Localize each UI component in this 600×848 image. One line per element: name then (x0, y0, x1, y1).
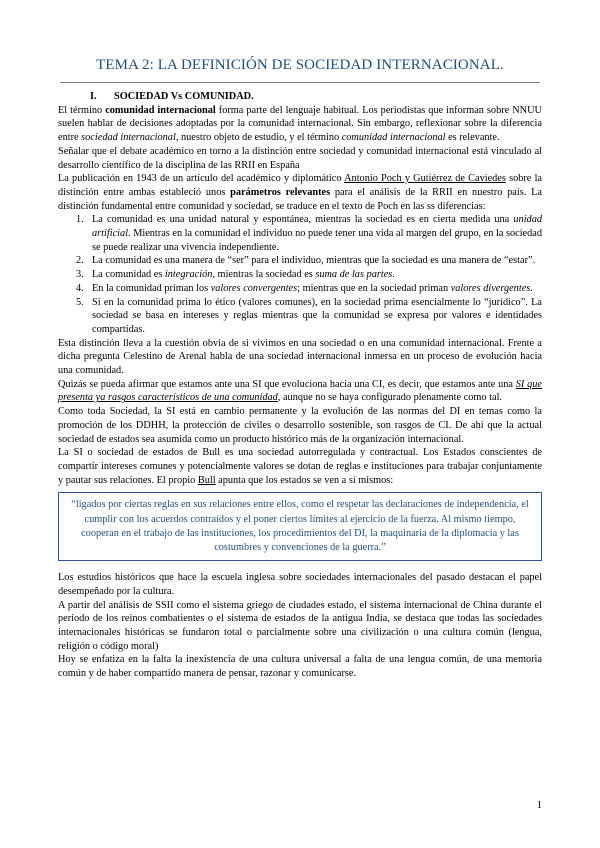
title-divider (60, 82, 540, 83)
paragraph-4: Esta distinción lleva a la cuestión obvia de si vivimos en una sociedad o en una comunidad internacional. Frente a dicha pregunta Celestino de Arenal habla de una sociedad internacional inmersa en un proceso de evolución hacia una comunidad. (58, 337, 542, 377)
paragraph-6: Como toda Sociedad, la SI está en cambio permanente y la evolución de las normas del DI en temas como la promoción de los DDHH, la protección de civiles o desarrollo sostenible, son rasgos de CI. De ahí que la actual sociedad de estados sea asumida como un producto histórico más de la organización internacional. (58, 406, 542, 445)
paragraph-2: Señalar que el debate académico en torno a la distinción entre sociedad y comunidad internacional está vinculado al desarrollo científico de la disciplina de las RRII en España (58, 145, 542, 171)
paragraph-9: A partir del análisis de SSII como el sistema griego de ciudades estado, el sistema internacional de China durante el periodo de los reinos combatientes o el sistema de estados de la antigua India, se destaca que todas las sociedades internacionales históricas se fundaron total o parcialmente sobre una civilización o una cultura común (lengua, religión o código moral) (58, 599, 542, 652)
document-body (58, 90, 542, 681)
paragraph-8: Los estudios históricos que hace la escuela inglesa sobre sociedades internacionales del pasado destacan el papel desempeñado por la cultura. (58, 572, 542, 597)
section-title: SOCIEDAD Vs COMUNIDAD. (114, 91, 254, 102)
paragraph-3: La publicación en 1943 de un artículo del académico y diplomático Antonio Poch y Gutiérrez de Caviedes sobre la distinción entre ambas estableció unos parámetros relevantes para el análisis de la RRII en nuestro país. La distinción fundamental entre comunidad y sociedad, se traduce en el texto de Poch en las ss diferencias: (58, 173, 543, 212)
page-title: TEMA 2: LA DEFINICIÓN DE SOCIEDAD INTERNACIONAL. (96, 57, 504, 73)
section-heading (90, 90, 542, 104)
section-number: I. (90, 91, 97, 102)
author-name: Antonio Poch y Gutiérrez de Caviedes (344, 173, 506, 185)
quote-box: “ligados por ciertas reglas en sus relaciones entre ellos, como el respetar las declaraciones de independencia, el cumplir con los acuerdos contraídos y el poner ciertos límites al ejercicio de la fuerza. Al mismo tiempo, cooperan en el trabajo de las instituciones, los procedimientos del DI, la maquinaria de la diplomacia y las costumbres y convenciones de la guerra.” (58, 492, 542, 561)
paragraph-5: Quizás se pueda afirmar que estamos ante una SI que evoluciona hacia una CI, es decir, que estamos ante una SI que presenta ya rasgos característicos de una comunidad, aunque no se haya configurado plenamente como tal. (58, 378, 542, 404)
bull-name: Bull (197, 474, 216, 486)
list-item: 2. La comunidad es una manera de “ser” para el individuo, mientras que la sociedad es una manera de “estar”. (76, 255, 536, 267)
paragraph-1: El término comunidad internacional forma parte del lenguaje habitual. Los periodistas que informan sobre NNUU suelen hablar de decisiones adoptadas por la comunidad internacional. Sin embargo, reflexionar sobre la diferencia entre sociedad internacional, nuestro objeto de estudio, y el término comunidad internacional es relevante. (58, 104, 542, 144)
page-number: 1 (536, 800, 542, 811)
paragraph-10: Hoy se enfatiza en la falta la inexistencia de una cultura universal a falta de una lengua común, de una memoria común y de haber compartido manera de pensar, razonar y comunicarse. (58, 654, 542, 680)
list-item: 1. La comunidad es una unidad natural y espontánea, mientras la sociedad es en cierta medida una unidad artificial. Mientras en la comunidad el individuo no puede tener una vida al margen del grupo, en la sociedad se puede realizar una vivencia independiente. (76, 214, 542, 253)
list-item: 4. En la comunidad priman los valores convergentes; mientras que en la sociedad priman valores divergentes. (76, 282, 533, 294)
list-item: 3. La comunidad es integración, mientras la sociedad es suma de las partes. (76, 269, 395, 281)
paragraph-7: La SI o sociedad de estados de Bull es una sociedad autorregulada y contractual. Los Estados conscientes de compartir intereses comunes y potencialmente valores se dotan de reglas e instituciones para trabajar conjuntamente y pautar sus relaciones. El propio Bull apunta que los estados se ven a sí mismos: (58, 447, 542, 486)
list-item: 5. Si en la comunidad prima lo ético (valores comunes), en la sociedad prima esencialmente lo “jurídico”. La sociedad se basa en intereses y reglas mientras que la comunidad se expresa por valores e identidades compartidas. (76, 296, 542, 335)
differences-list (58, 213, 542, 336)
